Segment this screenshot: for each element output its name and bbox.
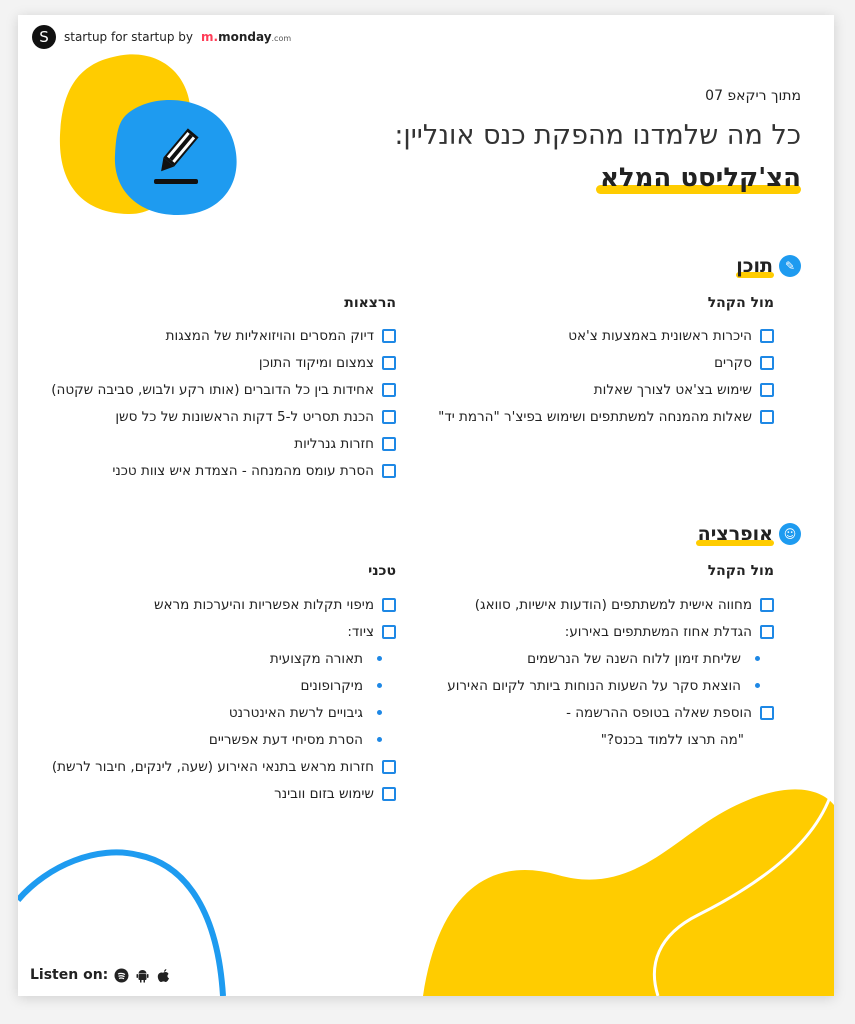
- listen-on-bar: [30, 967, 171, 983]
- bullet-dot: [377, 710, 382, 715]
- listen-label: Listen on:: [30, 967, 109, 983]
- brand-text: startup for startup by: [64, 30, 194, 44]
- item-label: הוצאת סקר על השעות הנוחות ביותר לקיום האירוע: [447, 677, 741, 694]
- checkbox[interactable]: [760, 410, 774, 424]
- section-content-title: [736, 255, 801, 277]
- item-label: חזרות גנרליות: [294, 435, 374, 452]
- list-item[interactable]: [51, 322, 396, 349]
- startup-logo-icon: S: [32, 25, 56, 49]
- operation-technical-heading: טכני: [368, 563, 396, 579]
- checklist-page: [18, 15, 834, 996]
- list-item[interactable]: [438, 376, 774, 403]
- checkbox[interactable]: [382, 383, 396, 397]
- content-audience-list: [438, 322, 774, 430]
- item-label: הכנת תסריט ל-5 דקות הראשונות של כל סשן: [115, 408, 374, 425]
- item-label: אחידות בין כל הדוברים (אותו רקע ולבוש, סביבה שקטה): [51, 381, 374, 398]
- apple-icon[interactable]: [156, 968, 171, 983]
- item-label: מחווה אישית למשתתפים (הודעות אישיות, סוואג): [474, 596, 752, 613]
- bullet-item: [447, 672, 774, 699]
- monday-name: monday: [218, 30, 272, 44]
- item-label: שליחת זימון ללוח השנה של הנרשמים: [527, 650, 741, 667]
- content-audience-heading: מול הקהל: [707, 295, 774, 311]
- page-subtitle: מתוך ריקאפ 07: [705, 88, 801, 104]
- yellow-blob-bottom: [423, 789, 834, 996]
- checkbox[interactable]: [382, 787, 396, 801]
- bullet-dot: [377, 656, 382, 661]
- bullet-item: [52, 672, 396, 699]
- item-label: שימוש בזום וובינר: [274, 785, 374, 802]
- pencil-small-icon: ✎: [779, 255, 801, 277]
- item-label: היכרות ראשונית באמצעות צ'אט: [568, 327, 752, 344]
- operation-audience-heading: מול הקהל: [707, 563, 774, 579]
- item-label: חזרות מראש בתנאי האירוע (שעה, לינקים, חיבור לרשת): [51, 758, 374, 775]
- checkbox[interactable]: [382, 464, 396, 478]
- item-label: שימוש בצ'אט לצורך שאלות: [593, 381, 752, 398]
- checkbox[interactable]: [760, 329, 774, 343]
- brand-header: [32, 25, 291, 49]
- checkbox[interactable]: [382, 356, 396, 370]
- list-item[interactable]: [51, 457, 396, 484]
- android-icon[interactable]: [135, 968, 150, 983]
- bullet-item: [52, 645, 396, 672]
- list-item[interactable]: [52, 618, 396, 645]
- list-item[interactable]: [52, 780, 396, 807]
- checkbox[interactable]: [382, 598, 396, 612]
- list-item[interactable]: [438, 322, 774, 349]
- monday-logo-icon: m.: [201, 30, 219, 44]
- item-label: גיבויים לרשת האינטרנט: [228, 704, 363, 721]
- item-label: הסרת עומס מהמנחה - הצמדת איש צוות טכני: [112, 462, 374, 479]
- list-item[interactable]: [51, 376, 396, 403]
- list-item[interactable]: [438, 403, 774, 430]
- item-label: מיקרופונים: [300, 677, 363, 694]
- bullet-dot: [377, 737, 382, 742]
- people-icon: ☺: [779, 523, 801, 545]
- list-item[interactable]: [52, 591, 396, 618]
- item-label: ציוד:: [347, 623, 374, 640]
- checkbox[interactable]: [382, 437, 396, 451]
- list-item[interactable]: [447, 699, 774, 726]
- bullet-dot: [755, 656, 760, 661]
- checkbox[interactable]: [760, 356, 774, 370]
- bullet-dot: [755, 683, 760, 688]
- item-label: "מה תרצו ללמוד בכנס?": [600, 731, 744, 748]
- bullet-dot: [377, 683, 382, 688]
- item-label: הסרת מסיחי דעת אפשריים: [208, 731, 363, 748]
- item-label: הגדלת אחוז המשתתפים באירוע:: [564, 623, 752, 640]
- item-label: סקרים: [714, 354, 752, 371]
- item-label: צמצום ומיקוד התוכן: [258, 354, 374, 371]
- spotify-icon[interactable]: [114, 968, 129, 983]
- checkbox[interactable]: [382, 329, 396, 343]
- list-item[interactable]: [438, 349, 774, 376]
- item-label: דיוק המסרים והויזואליות של המצגות: [165, 327, 374, 344]
- list-item[interactable]: [447, 618, 774, 645]
- page-title-line2: הצ'קליסט המלא: [599, 163, 801, 193]
- list-item[interactable]: [447, 591, 774, 618]
- monday-com: .com: [271, 34, 292, 43]
- operation-audience-list: [447, 591, 774, 753]
- checkbox[interactable]: [382, 625, 396, 639]
- checkbox[interactable]: [760, 706, 774, 720]
- section-operation-label: אופרציה: [697, 523, 773, 545]
- checkbox[interactable]: [760, 598, 774, 612]
- list-item[interactable]: [51, 403, 396, 430]
- list-item[interactable]: [51, 430, 396, 457]
- checkbox[interactable]: [382, 410, 396, 424]
- list-item-continuation: [447, 726, 774, 753]
- item-label: הוספת שאלה בטופס ההרשמה -: [566, 704, 752, 721]
- bullet-item: [52, 699, 396, 726]
- pencil-icon: [146, 127, 206, 189]
- content-lectures-list: [51, 322, 396, 484]
- bullet-item: [447, 645, 774, 672]
- checkbox[interactable]: [382, 760, 396, 774]
- item-label: שאלות מהמנחה למשתתפים ושימוש בפיצ'ר "הרמת יד": [438, 408, 752, 425]
- section-operation-title: [698, 523, 801, 545]
- checkbox[interactable]: [760, 625, 774, 639]
- section-content-label: תוכן: [736, 255, 773, 277]
- bullet-item: [52, 726, 396, 753]
- operation-technical-list: [52, 591, 396, 807]
- item-label: מיפוי תקלות אפשריות והיערכות מראש: [153, 596, 374, 613]
- content-lectures-heading: הרצאות: [344, 295, 396, 311]
- page-title-line1: כל מה שלמדנו מהפקת כנס אונליין:: [394, 120, 801, 151]
- list-item[interactable]: [52, 753, 396, 780]
- list-item[interactable]: [51, 349, 396, 376]
- checkbox[interactable]: [760, 383, 774, 397]
- item-label: תאורה מקצועית: [269, 650, 363, 667]
